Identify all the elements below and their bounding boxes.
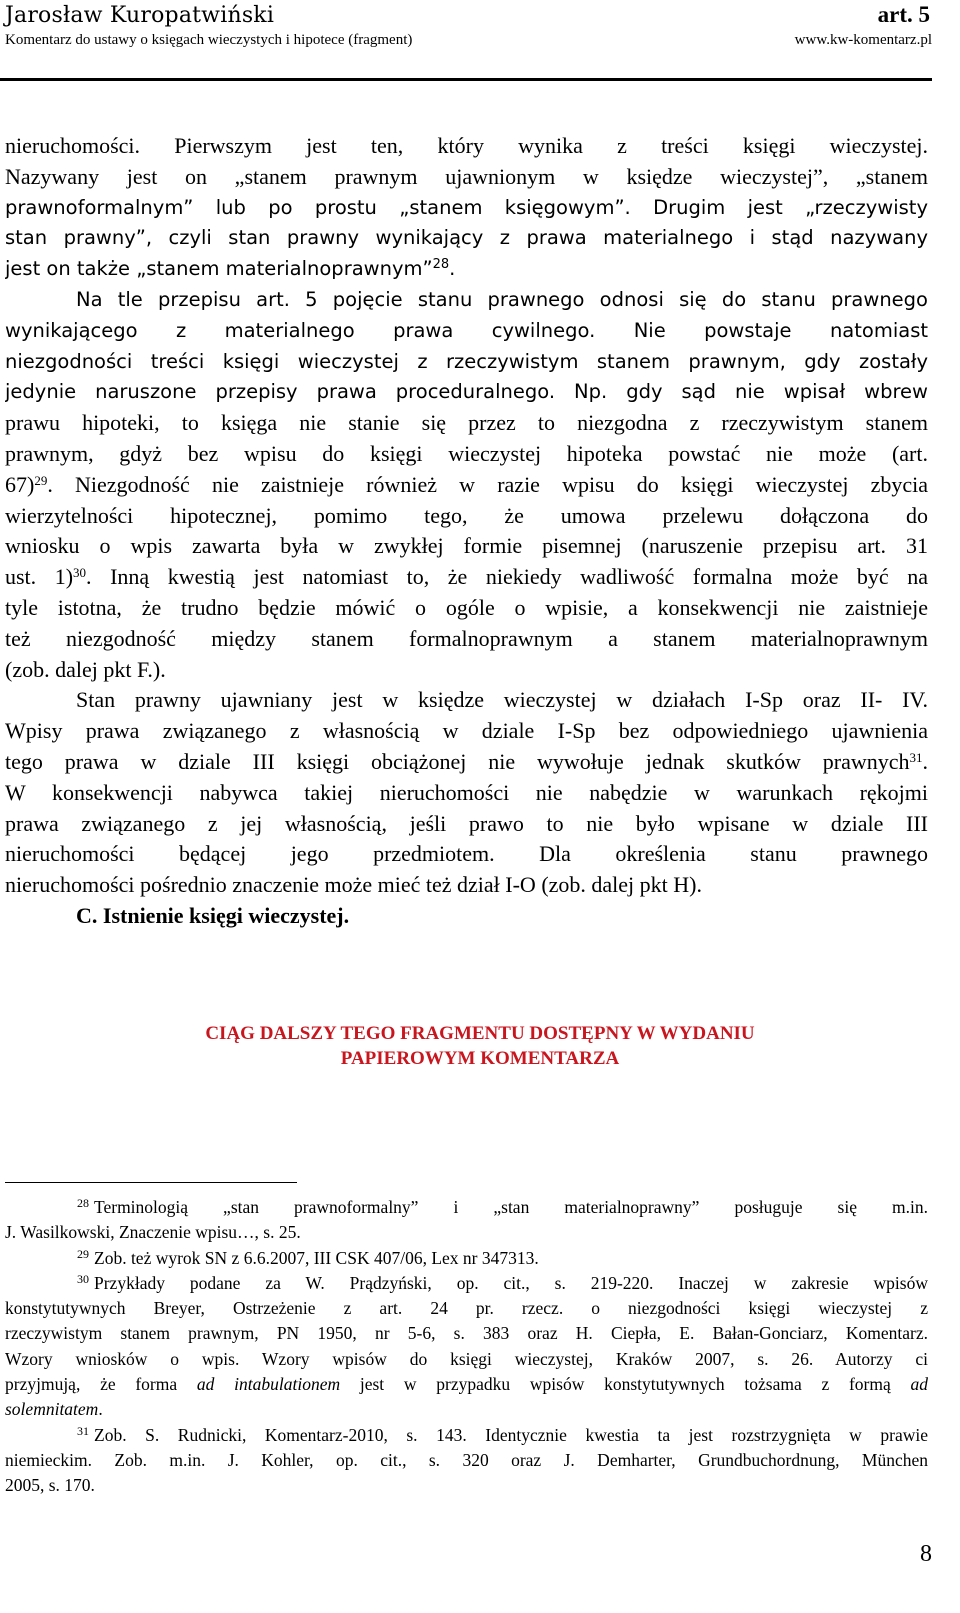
line-text: prawnym, gdyż bez wpisu do księgi wieczystej hipoteka powstać nie może (art. [5, 440, 928, 466]
footnote-ref: 30 [73, 565, 87, 581]
body-line [5, 809, 928, 840]
line-text: prawnoformalnym” lub po prostu „stanem księgowym”. Drugim jest „rzeczywisty [5, 195, 928, 219]
continuation-notice [0, 1021, 960, 1071]
line-text: nieruchomości pośrednio znaczenie może mieć też dział I-O (zob. dalej pkt H). [5, 872, 702, 898]
footnote-separator [5, 1182, 297, 1183]
footnote-text: J. Wasilkowski, Znaczenie wpisu…, s. 25. [5, 1222, 301, 1243]
footnote-text: Zob. też wyrok SN z 6.6.2007, III CSK 407/06, Lex nr 347313. [94, 1247, 539, 1268]
line-text: W konsekwencji nabywca takiej nieruchomości nie nabędzie w warunkach rękojmi [5, 779, 928, 805]
footnote-line [5, 1246, 928, 1271]
footnote-line [5, 1372, 928, 1397]
line-text: tyle istotna, że trudno będzie mówić o ogóle o wpisie, a konsekwencji nie zaistnieje [5, 594, 928, 620]
body-line [5, 501, 928, 532]
footnote-line [5, 1423, 928, 1448]
line-text-tail: . Inną kwestią jest natomiast to, że niekiedy wadliwość formalna może być na [86, 564, 928, 590]
footnote-line [5, 1397, 928, 1422]
line-text: ust. 1) [5, 564, 74, 590]
body-line [5, 716, 928, 747]
line-text-tail: . [922, 748, 928, 774]
header-article: art. 5 [877, 2, 930, 27]
body-line [5, 439, 928, 470]
line-text: wierzytelności hipotecznej, pomimo tego, że umowa przelewu dołączona do [5, 502, 928, 528]
footnote-ref: 29 [34, 472, 48, 488]
body-line [5, 655, 928, 686]
line-text: Wpisy prawa związanego z własnością w dziale I-Sp bez odpowiedniego ujawnienia [5, 718, 928, 744]
body-line [5, 470, 928, 501]
line-text: wniosku o wpis zawarta była w zwykłej formie pisemnej (naruszenie przepisu art. 31 [5, 533, 928, 559]
body-text [5, 131, 928, 932]
body-line [5, 839, 928, 870]
footnote-ref: 31 [909, 749, 923, 765]
line-text: prawa związanego z jej własnością, jeśli prawo to nie było wpisane w dziale III [5, 810, 928, 836]
footnote-line [5, 1347, 928, 1372]
footnotes [5, 1195, 928, 1499]
section-heading: C. Istnienie księgi wieczystej. [76, 902, 350, 928]
footnote-text: rzeczywistym stanem prawnym, PN 1950, nr 5-6, s. 383 oraz H. Ciepła, E. Bałan-Gonciarz, Komentarz. [5, 1323, 928, 1344]
body-lines [5, 131, 928, 901]
body-line [5, 223, 928, 254]
footnote-number: 30 [77, 1271, 89, 1286]
line-text: niezgodności treści księgi wieczystej z rzeczywistym stanem prawnym, gdy zostały [5, 349, 928, 373]
body-line [5, 377, 928, 408]
footnote-text-tail: . [98, 1399, 103, 1420]
header-website-link[interactable]: www.kw-komentarz.pl [794, 32, 932, 48]
body-line [5, 870, 928, 901]
body-line [5, 562, 928, 593]
footnote-line [5, 1271, 928, 1296]
footnote-text: konstytutywnych Breyer, Ostrzeżenie z art. 24 pr. rzecz. o niezgodności księgi wieczystej z [5, 1298, 928, 1319]
footnote-text: Przykłady podane za W. Prądzyński, op. cit., s. 219-220. Inaczej w zakresie wpisów [94, 1272, 928, 1293]
body-line [5, 624, 928, 655]
header-subtitle: Komentarz do ustawy o księgach wieczystych i hipotece (fragment) [5, 32, 413, 48]
line-text: (zob. dalej pkt F.). [5, 656, 166, 682]
footnote-line [5, 1296, 928, 1321]
body-line [5, 193, 928, 224]
body-line [5, 685, 928, 716]
footnote-italic: ad [910, 1374, 928, 1395]
body-line [5, 162, 928, 193]
line-text: Stan prawny ujawniany jest w księdze wieczystej w działach I-Sp oraz II- IV. [76, 687, 928, 713]
body-line [5, 408, 928, 439]
footnote-text: przyjmują, że forma [5, 1374, 178, 1395]
line-text: prawu hipoteki, to księga nie stanie się przez to niezgodna z rzeczywistym stanem [5, 410, 928, 436]
line-text: nieruchomości będącej jego przedmiotem. Dla określenia stanu prawnego [5, 841, 928, 867]
page-number: 8 [920, 1541, 932, 1567]
footnote-text: 2005, s. 170. [5, 1475, 95, 1496]
body-line [5, 285, 928, 316]
body-line [5, 316, 928, 347]
footnote-ref: 28 [432, 257, 450, 273]
footnote-line [5, 1321, 928, 1346]
line-text: jedynie naruszone przepisy prawa proceduralnego. Np. gdy sąd nie wpisał wbrew [5, 380, 928, 404]
line-text: stan prawny”, czyli stan prawny wynikający z prawa materialnego i stąd nazywany [5, 226, 928, 250]
footnote-text-tail: jest w przypadku wpisów konstytutywnych tożsama z formą [359, 1374, 891, 1395]
notice-line-1: CIĄG DALSZY TEGO FRAGMENTU DOSTĘPNY W WYDANIU [205, 1023, 755, 1044]
body-line [5, 747, 928, 778]
footnote-text: Zob. S. Rudnicki, Komentarz-2010, s. 143. Identycznie kwestia ta jest rozstrzygnięta w prawie [94, 1424, 928, 1445]
line-text-tail: . [449, 257, 456, 281]
body-line [5, 347, 928, 378]
line-text: tego prawa w dziale III księgi obciążonej nie wywołuje jednak skutków prawnych [5, 748, 910, 774]
line-text: 67) [5, 471, 35, 497]
footnote-italic: solemnitatem [5, 1399, 99, 1420]
footnote-text: Terminologią „stan prawnoformalny” i „stan materialnoprawny” posługuje się m.in. [94, 1197, 928, 1217]
body-line [5, 131, 928, 162]
footnote-line [5, 1448, 928, 1473]
line-text: wynikającego z materialnego prawa cywilnego. Nie powstaje natomiast [5, 318, 928, 342]
body-line [5, 254, 928, 285]
line-text: Nazywany jest on „stanem prawnym ujawnionym w księdze wieczystej”, „stanem [5, 163, 928, 189]
line-text: jest on także „stanem materialnoprawnym” [5, 257, 433, 281]
line-text-tail: . Niezgodność nie zaistnieje również w razie wpisu do księgi wieczystej zbycia [47, 471, 928, 497]
line-text: nieruchomości. Pierwszym jest ten, który wynika z treści księgi wieczystej. [5, 133, 928, 158]
notice-line-2: PAPIEROWYM KOMENTARZA [340, 1048, 620, 1069]
footnote-text: Wzory wniosków o wpis. Wzory wpisów do księgi wieczystej, Kraków 2007, s. 26. Autorzy ci [5, 1348, 928, 1369]
footnote-text: niemieckim. Zob. m.in. J. Kohler, op. cit., s. 320 oraz J. Demharter, Grundbuchordnung, München [5, 1449, 928, 1470]
footnote-line [5, 1195, 928, 1220]
body-line [5, 593, 928, 624]
footnote-number: 31 [77, 1423, 89, 1438]
header-author: Jarosław Kuropatwiński [5, 3, 275, 28]
footnote-number: 29 [77, 1246, 89, 1261]
line-text: też niezgodność między stanem formalnoprawnym a stanem materialnoprawnym [5, 625, 928, 651]
body-line [5, 531, 928, 562]
body-line [5, 778, 928, 809]
line-text: Na tle przepisu art. 5 pojęcie stanu prawnego odnosi się do stanu prawnego [76, 287, 928, 311]
header-rule [0, 78, 932, 81]
footnote-line [5, 1473, 928, 1498]
footnote-number: 28 [77, 1196, 89, 1210]
footnote-line [5, 1220, 928, 1245]
footnote-italic: ad intabulationem [196, 1374, 341, 1395]
